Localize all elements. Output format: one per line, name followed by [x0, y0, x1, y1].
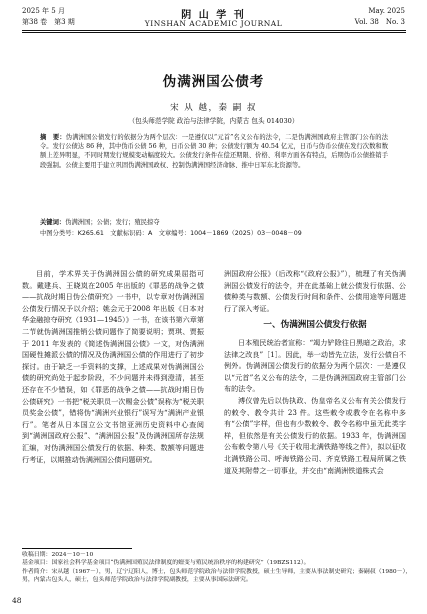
footnote-rule [22, 548, 132, 549]
body-right-column [224, 268, 406, 476]
footnote-author-info: 作者简介：宋从越（1967－），男，辽宁辽阳人，博士，包头师范学院政治与法律学院教授，硕士生导师，主要从事法制史研究；秦嗣叔（1980－），男，内蒙古包头人，硕士，包头师范学院政治与法律学院副教授，主要从事国际法研究。 [22, 568, 412, 584]
classification-line: 中图分类号：K265.61 文献标识码：A 文章编号：1004－1869（2025）03－0048－09 [40, 230, 302, 237]
header-date-en: May. 2025 [368, 7, 405, 15]
keywords [40, 218, 388, 227]
keywords-text: 伪满洲国；公债；发行；殖民掠夺 [65, 219, 160, 226]
body-paragraph: 溥仪曾先后以伪执政、伪皇帝名义公布有关公债发行的敕令、教令共计 23 件。这些敕令或教令在名称中多有“公债”字样，但也有少数敕令、教令名称中虽无此类字样，但依然是有关公债发行的依据。1933 年，伪满洲国公布敕令第八号《关于收用北满铁路等线之件》，拟以征收北满铁路公司、呼海铁路公司、齐克铁路工程局所属之铁道及其附带之一切事业，并交由“南满洲铁道株式会 [224, 395, 406, 475]
abstract-text: 伪满洲国公债发行的依据分为两个层次：一是遵仅以“元首”名义公布的法令，二是伪满洲国政府主管部门公布的法令。发行公债达 86 种，其中伪币公债 56 种，日币公债 30 种；公债发行额为 40.54 亿元，日币与伪币公债在发行次数和数额上差异明显，不同时期发行规模变动幅度较大。公债发行条件在偿还期限、价格、利率方面各有特点，后期伪币公债推销手段强制。公债主要用于建立巩固伪满洲国政权、控制伪满洲国经济命脉、推中日军东北资源等。 [40, 134, 389, 169]
journal-title-cn: 阴 山 学 刊 [181, 10, 246, 21]
page-number: 48 [12, 596, 22, 605]
header-issue-cn: 2025 年 5 月 [22, 7, 65, 15]
article-title: 伪满洲国公债考 [162, 74, 265, 90]
body-left-column [22, 268, 204, 465]
footnote [22, 551, 412, 585]
body-paragraph: 日本殖民统治者宣称：“竭力铲除往日黑暗之政治，求法律之改良”［1］。因此，举一动皆先立法，发行公债自不例外。伪满洲国公债发行的依据分为两个层次：一是遵仅以“元首”名义公布的法令，二是伪满洲国政府主管部门公布的法令。 [224, 337, 406, 394]
header-rule-top [22, 30, 406, 31]
body-paragraph: 目前，学术界关于伪满洲国公债的研究成果屈指可数。戴建兵、王晓岚在2005 年出版的《罪恶的战争之债——抗战时期日伪公债研究》一书中，以专章对伪满洲国公债发行情况予以介绍；姚会元于2008 年出版《日本对华金融掠夺研究（1931—1945）》一书，在该书第六章第二节就伪满洲国推销公债问题作了简要说明；贾琪、贾振于 2011 年发表的《简述伪满洲国公债》一文，对伪满洲国硬性摊派公债的情况及伪满洲国公债的作用进行了初步探讨。由于缺乏一手资料的支撑，上述成果对伪满洲国公债的研究尚处于起步阶段，不少问题并未得到澄清，甚至还存在不少错误，如《罪恶的战争之债——抗战时期日伪公债研究》一书把“税关职员一次赐金公债”误称为“税关职员奖金公债”，错将伪“满洲兴业银行”误写为“满洲产业银行”。笔者从日本国立公文书馆亚洲历史资料中心查阅到“满洲国政府公报”、“满洲国公报”及伪满洲国所存法规汇编，对伪满洲国公债发行的依据、种类、数额等问题进行考证，以期推动伪满洲国公债问题研究。 [22, 269, 204, 464]
footnote-received: 收稿日期：2024－10－10 [22, 552, 94, 558]
article-authors: 宋 从 越，秦 嗣 叔 [170, 103, 257, 113]
journal-title-en: YINSHAN ACADEMIC JOURNAL [144, 19, 283, 28]
section-heading: 一、伪满洲国公债发行依据 [263, 320, 367, 331]
body-paragraph: 洲国政府公报》（后改称“《政府公报》”），梳理了有关伪满洲国公债发行的法令，并在此基础上就公债发行依据、公债种类与数额、公债发行时间和条件、公债用途等问题进行了深入考证。 [224, 269, 406, 313]
article-affiliation: （包头师范学院 政治与法律学院，内蒙古 包头 014030） [128, 117, 299, 125]
keywords-label: 关键词： [40, 219, 66, 226]
header-rule-bottom [22, 32, 406, 33]
header-volume-cn: 第38 卷 第3 期 [22, 18, 75, 26]
header-volume-en: Vol. 38 No. 3 [354, 18, 405, 26]
abstract [40, 133, 388, 170]
footnote-fund: 基金项目：国家社会科学基金项目“伪满洲国殖民法律制度的嬗变与殖民统治秩序的构建研究”（19BZS112）。 [22, 560, 310, 567]
abstract-label: 摘 要： [40, 134, 66, 141]
